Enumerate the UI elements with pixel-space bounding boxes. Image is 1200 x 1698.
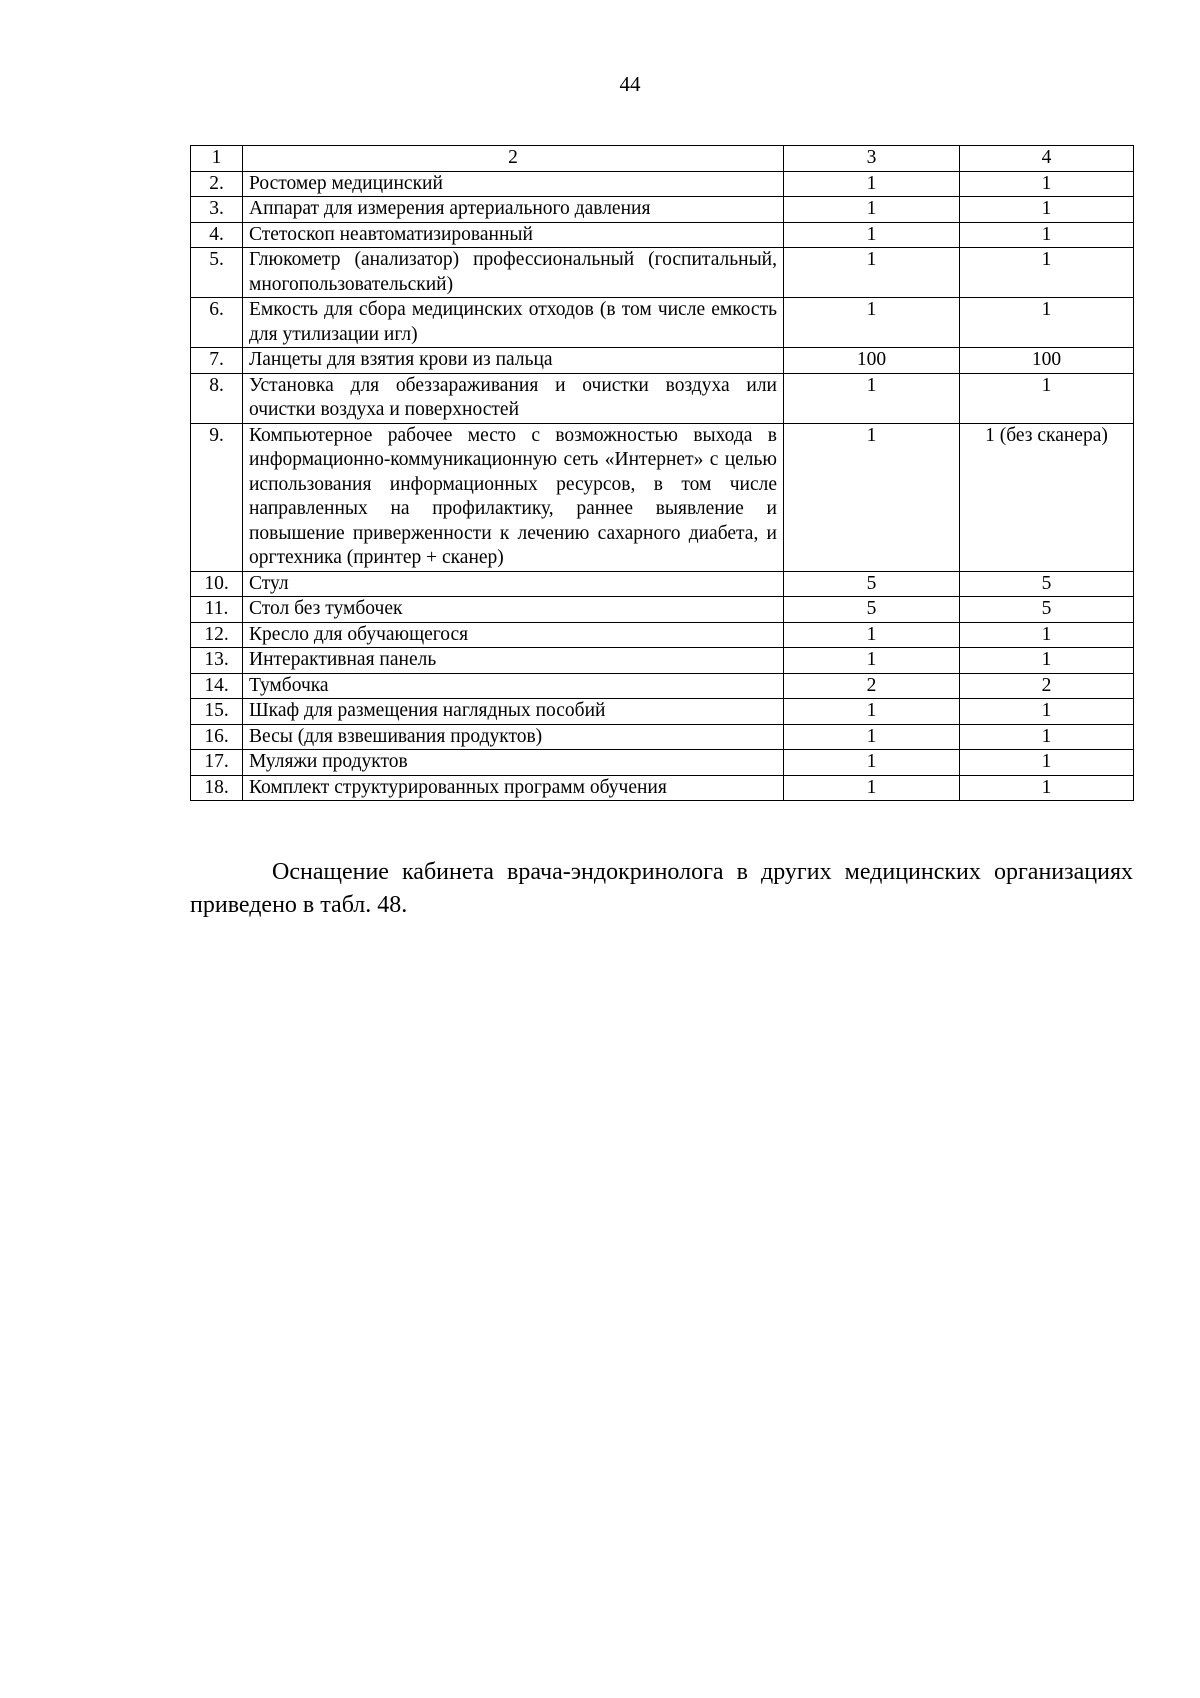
row-number-cell: 18. bbox=[191, 775, 243, 801]
equipment-name-cell: Комплект структурированных программ обучения bbox=[243, 775, 784, 801]
equipment-name-cell: Аппарат для измерения артериального давления bbox=[243, 197, 784, 223]
table-row bbox=[191, 673, 1134, 699]
row-number-cell: 10. bbox=[191, 571, 243, 597]
row-number-cell: 8. bbox=[191, 373, 243, 423]
row-number-cell: 14. bbox=[191, 673, 243, 699]
row-number-cell: 17. bbox=[191, 750, 243, 776]
quantity-col3-cell: 5 bbox=[784, 597, 960, 623]
page-number: 44 bbox=[619, 72, 641, 96]
header-cell-col1: 1 bbox=[191, 146, 243, 172]
quantity-col4-cell: 1 bbox=[960, 298, 1134, 348]
quantity-col4-cell: 1 bbox=[960, 648, 1134, 674]
quantity-col3-cell: 1 bbox=[784, 775, 960, 801]
table-row bbox=[191, 597, 1134, 623]
quantity-col4-cell: 100 bbox=[960, 348, 1134, 374]
equipment-name-cell: Кресло для обучающегося bbox=[243, 622, 784, 648]
equipment-name-cell: Стетоскоп неавтоматизированный bbox=[243, 222, 784, 248]
table-row bbox=[191, 348, 1134, 374]
equipment-name-cell: Стол без тумбочек bbox=[243, 597, 784, 623]
equipment-name-cell: Компьютерное рабочее место с возможностью выхода в информационно-коммуникационную сеть «Интернет» с целью использования информационных ресурсов, в том числе направленных на профилактику, раннее выявление и повышение приверженности к лечению сахарного диабета, и оргтехника (принтер + сканер) bbox=[243, 423, 784, 571]
equipment-name-cell: Муляжи продуктов bbox=[243, 750, 784, 776]
quantity-col4-cell: 5 bbox=[960, 597, 1134, 623]
equipment-name-cell: Ростомер медицинский bbox=[243, 171, 784, 197]
row-number-cell: 13. bbox=[191, 648, 243, 674]
quantity-col4-cell: 1 bbox=[960, 724, 1134, 750]
row-number-cell: 5. bbox=[191, 248, 243, 298]
row-number-cell: 15. bbox=[191, 699, 243, 725]
quantity-col3-cell: 1 bbox=[784, 298, 960, 348]
equipment-name-cell: Емкость для сбора медицинских отходов (в том числе емкость для утилизации игл) bbox=[243, 298, 784, 348]
row-number-cell: 3. bbox=[191, 197, 243, 223]
row-number-cell: 9. bbox=[191, 423, 243, 571]
quantity-col3-cell: 1 bbox=[784, 699, 960, 725]
quantity-col3-cell: 1 bbox=[784, 248, 960, 298]
table-row bbox=[191, 571, 1134, 597]
header-cell-col3: 3 bbox=[784, 146, 960, 172]
row-number-cell: 7. bbox=[191, 348, 243, 374]
body-paragraph: Оснащение кабинета врача-эндокринолога в других медицинских организациях приведено в табл. 48. bbox=[190, 859, 1133, 918]
quantity-col3-cell: 1 bbox=[784, 648, 960, 674]
quantity-col3-cell: 1 bbox=[784, 750, 960, 776]
table-row bbox=[191, 750, 1134, 776]
table-row bbox=[191, 423, 1134, 571]
table-row bbox=[191, 648, 1134, 674]
quantity-col4-cell: 1 bbox=[960, 775, 1134, 801]
table-row bbox=[191, 373, 1134, 423]
quantity-col3-cell: 1 bbox=[784, 423, 960, 571]
table-row bbox=[191, 298, 1134, 348]
table-header-row bbox=[191, 146, 1134, 172]
equipment-name-cell: Весы (для взвешивания продуктов) bbox=[243, 724, 784, 750]
quantity-col3-cell: 1 bbox=[784, 724, 960, 750]
header-cell-col4: 4 bbox=[960, 146, 1134, 172]
quantity-col4-cell: 1 bbox=[960, 373, 1134, 423]
quantity-col3-cell: 1 bbox=[784, 622, 960, 648]
quantity-col3-cell: 1 bbox=[784, 171, 960, 197]
quantity-col3-cell: 2 bbox=[784, 673, 960, 699]
table-row bbox=[191, 197, 1134, 223]
quantity-col4-cell: 2 bbox=[960, 673, 1134, 699]
row-number-cell: 6. bbox=[191, 298, 243, 348]
equipment-name-cell: Тумбочка bbox=[243, 673, 784, 699]
quantity-col4-cell: 1 bbox=[960, 622, 1134, 648]
table-row bbox=[191, 248, 1134, 298]
equipment-name-cell: Интерактивная панель bbox=[243, 648, 784, 674]
equipment-name-cell: Установка для обеззараживания и очистки воздуха или очистки воздуха и поверхностей bbox=[243, 373, 784, 423]
quantity-col3-cell: 100 bbox=[784, 348, 960, 374]
quantity-col4-cell: 1 bbox=[960, 750, 1134, 776]
table-row bbox=[191, 699, 1134, 725]
quantity-col3-cell: 1 bbox=[784, 373, 960, 423]
quantity-col3-cell: 1 bbox=[784, 222, 960, 248]
row-number-cell: 12. bbox=[191, 622, 243, 648]
table-row bbox=[191, 622, 1134, 648]
quantity-col4-cell: 1 bbox=[960, 699, 1134, 725]
row-number-cell: 16. bbox=[191, 724, 243, 750]
equipment-table bbox=[190, 145, 1134, 801]
quantity-col4-cell: 1 bbox=[960, 248, 1134, 298]
equipment-name-cell: Глюкометр (анализатор) профессиональный (госпитальный, многопользовательский) bbox=[243, 248, 784, 298]
quantity-col4-cell: 1 bbox=[960, 222, 1134, 248]
row-number-cell: 11. bbox=[191, 597, 243, 623]
equipment-name-cell: Ланцеты для взятия крови из пальца bbox=[243, 348, 784, 374]
table-row bbox=[191, 775, 1134, 801]
table-row bbox=[191, 222, 1134, 248]
table-row bbox=[191, 171, 1134, 197]
equipment-name-cell: Шкаф для размещения наглядных пособий bbox=[243, 699, 784, 725]
table-row bbox=[191, 724, 1134, 750]
equipment-name-cell: Стул bbox=[243, 571, 784, 597]
row-number-cell: 2. bbox=[191, 171, 243, 197]
quantity-col4-cell: 1 (без сканера) bbox=[960, 423, 1134, 571]
quantity-col4-cell: 1 bbox=[960, 171, 1134, 197]
header-cell-col2: 2 bbox=[243, 146, 784, 172]
quantity-col3-cell: 5 bbox=[784, 571, 960, 597]
quantity-col4-cell: 5 bbox=[960, 571, 1134, 597]
row-number-cell: 4. bbox=[191, 222, 243, 248]
quantity-col3-cell: 1 bbox=[784, 197, 960, 223]
quantity-col4-cell: 1 bbox=[960, 197, 1134, 223]
